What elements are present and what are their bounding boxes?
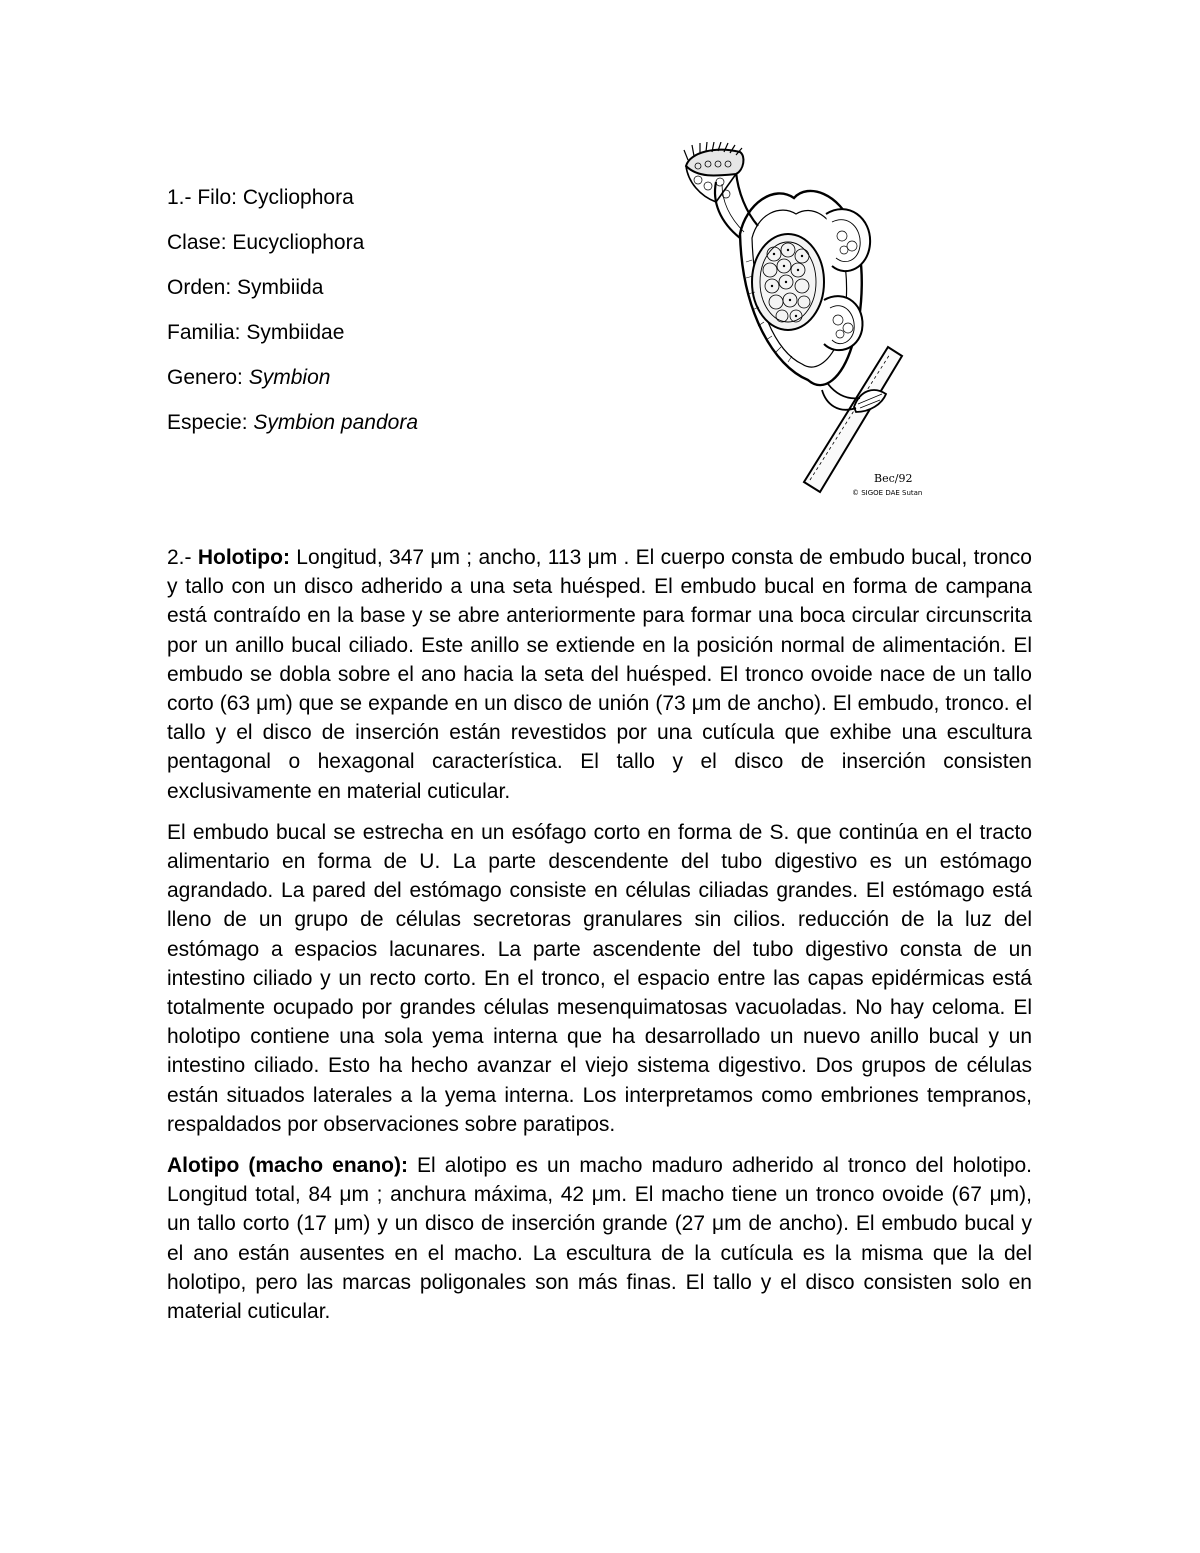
alotipo-heading: Alotipo (macho enano): [167, 1154, 408, 1178]
illustration-signature: Bec/92 [874, 472, 913, 485]
taxonomy-filo: 1.- Filo: Cycliophora [167, 186, 354, 209]
taxonomy-list [167, 183, 627, 453]
digestive-paragraph: El embudo bucal se estrecha en un esófago corto en forma de S. que continúa en el tracto alimentario en forma de U. La parte descendente del tubo digestivo es un estómago agrandado. La pared del estómago consiste en células ciliadas grandes. El estómago está lleno de un grupo de células secretoras granulares sin cilios. reducción de la luz del estómago a espacios lacunares. La parte ascendente del tubo digestivo consta de un intestino ciliado y un recto corto. En el tronco, el espacio entre las capas epidérmicas está totalmente ocupado por grandes células mesenquimatosas vacuoladas. No hay celoma. El holotipo contiene una sola yema interna que ha desarrollado un nuevo anillo bucal y un intestino ciliado. Esto ha hecho avanzar el viejo sistema digestivo. Dos grupos de células están situados laterales a la yema interna. Los interpretamos como embriones tempranos, respaldados por observaciones sobre paratipos. [167, 820, 1032, 1136]
taxonomy-orden: Orden: Symbiida [167, 276, 324, 299]
symbion-drawing [676, 142, 946, 502]
holotipo-heading: Holotipo: [197, 546, 290, 569]
description-body [167, 543, 1032, 1338]
holotipo-paragraph: 2.- Holotipo: Longitud, 347 μm ; ancho, 113 μm . El cuerpo consta de embudo bucal, tronco y tallo con un disco adherido a una seta huésped. El embudo bucal en forma de campana está contraído en la base y se abre anteriormente para formar una boca circular circunscrita por un anillo bucal ciliado. Este anillo se extiende en la posición normal de alimentación. El embudo se dobla sobre el ano hacia la seta del huésped. El tronco ovoide nace de un tallo corto (63 μm) que se expande en un disco de unión (73 μm de ancho). El embudo, tronco. el tallo y el disco de inserción están revestidos por una cutícula que exhibe una escultura pentagonal o hexagonal característica. El tallo y el disco de inserción consisten exclusivamente en material cuticular. [167, 546, 1032, 803]
taxonomy-genero: Genero: Symbion [167, 366, 331, 389]
taxonomy-especie: Especie: Symbion pandora [167, 411, 418, 434]
illustration-credit: © SIGOE DAE Sutan [852, 489, 923, 497]
taxonomy-clase: Clase: Eucycliophora [167, 231, 365, 254]
taxonomy-familia: Familia: Symbiidae [167, 321, 345, 344]
alotipo-paragraph: Alotipo (macho enano): El alotipo es un macho maduro adherido al tronco del holotipo. Longitud total, 84 μm ; anchura máxima, 42 μm. El macho tiene un tronco ovoide (67 μm), un tallo corto (17 μm) y un disco de inserción grande (27 μm de ancho). El embudo bucal y el ano están ausentes en el macho. La escultura de la cutícula es la misma que la del holotipo, pero las marcas poligonales son más finas. El tallo y el disco consisten solo en material cuticular. [167, 1154, 1032, 1324]
symbion-pandora-illustration [676, 142, 946, 502]
